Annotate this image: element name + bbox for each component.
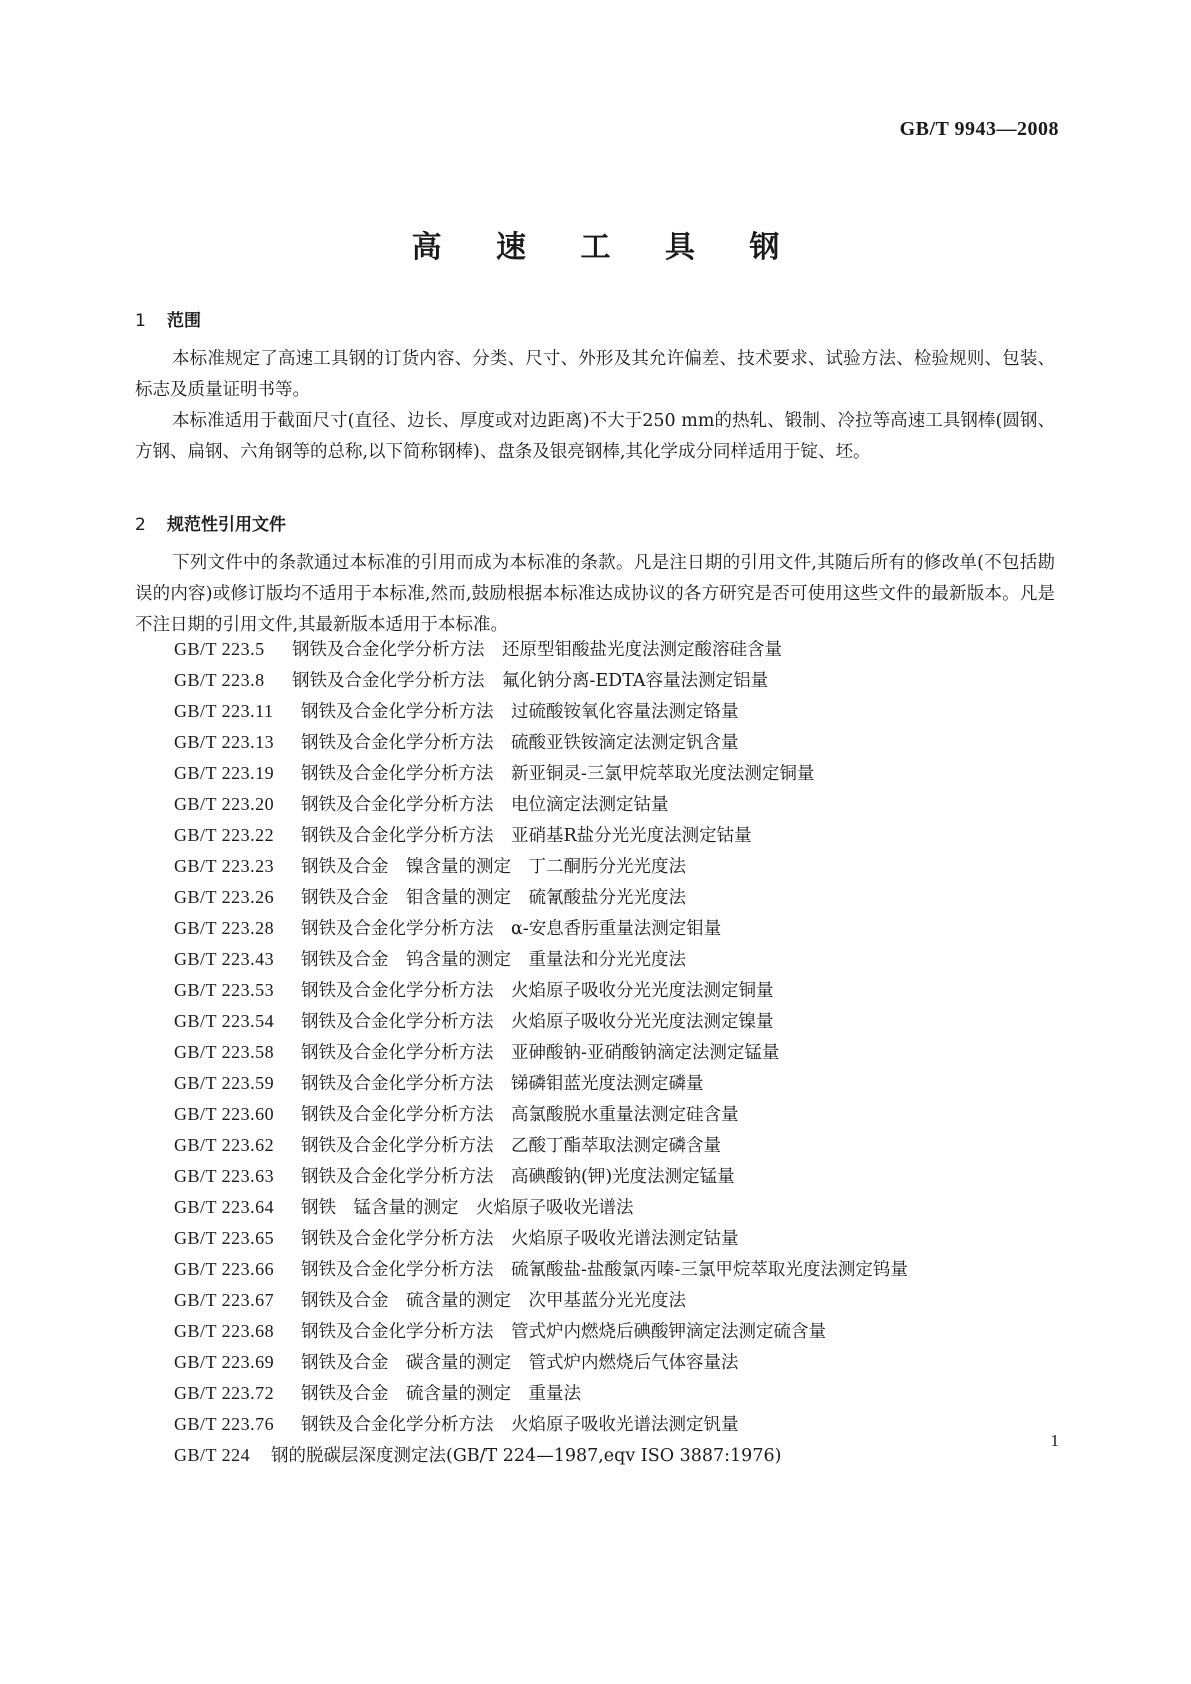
reference-title: 钢铁及合金 钼含量的测定 硫氰酸盐分光光度法: [301, 888, 686, 908]
reference-code: GB/T 223.66: [174, 1259, 275, 1279]
reference-code: GB/T 223.20: [174, 794, 275, 814]
reference-code: GB/T 223.63: [174, 1166, 275, 1186]
section-1-heading: [135, 306, 201, 331]
reference-code: GB/T 223.69: [174, 1352, 275, 1372]
reference-title: 钢铁及合金 碳含量的测定 管式炉内燃烧后气体容量法: [301, 1353, 739, 1373]
reference-item: [174, 882, 908, 913]
reference-code: GB/T 223.26: [174, 887, 275, 907]
document-title: 高 速 工 具 钢: [411, 230, 802, 265]
reference-item: [174, 634, 908, 665]
section-1-paragraph-2: 本标准适用于截面尺寸(直径、边长、厚度或对边距离)不大于250 mm的热轧、锻制、冷拉等高速工具钢棒(圆钢、方钢、扁钢、六角钢等的总称,以下简称钢棒)、盘条及银亮钢棒,其化学成分同样适用于锭、坯。: [135, 411, 1055, 462]
reference-code: GB/T 223.68: [174, 1321, 275, 1341]
reference-title: 钢铁及合金化学分析方法 火焰原子吸收分光光度法测定铜量: [301, 981, 774, 1001]
reference-code: GB/T 223.13: [174, 732, 275, 752]
reference-code: GB/T 223.65: [174, 1228, 275, 1248]
normative-references-list: [174, 634, 908, 1471]
reference-code: GB/T 224: [174, 1445, 251, 1465]
reference-item: [174, 727, 908, 758]
reference-code: GB/T 223.11: [174, 701, 274, 721]
reference-title: 钢铁及合金化学分析方法 硫氰酸盐-盐酸氯丙嗪-三氯甲烷萃取光度法测定钨量: [301, 1260, 908, 1280]
reference-title: 钢铁及合金化学分析方法 高氯酸脱水重量法测定硅含量: [301, 1105, 739, 1125]
reference-code: GB/T 223.28: [174, 918, 275, 938]
reference-code: GB/T 223.54: [174, 1011, 275, 1031]
reference-code: GB/T 223.62: [174, 1135, 275, 1155]
reference-title: 钢铁及合金化学分析方法 亚硝基R盐分光光度法测定钴量: [301, 826, 752, 846]
reference-title: 钢铁及合金化学分析方法 乙酸丁酯萃取法测定磷含量: [301, 1136, 721, 1156]
reference-title: 钢铁及合金化学分析方法 火焰原子吸收光谱法测定钴量: [301, 1229, 739, 1249]
reference-code: GB/T 223.53: [174, 980, 275, 1000]
reference-item: [174, 1347, 908, 1378]
reference-code: GB/T 223.43: [174, 949, 275, 969]
reference-title: 钢铁及合金化学分析方法 管式炉内燃烧后碘酸钾滴定法测定硫含量: [301, 1322, 826, 1342]
reference-title: 钢铁及合金化学分析方法 电位滴定法测定钴量: [301, 795, 669, 815]
reference-item: [174, 1006, 908, 1037]
reference-code: GB/T 223.19: [174, 763, 275, 783]
reference-item: [174, 1378, 908, 1409]
reference-item: [174, 1068, 908, 1099]
reference-title: 钢铁及合金化学分析方法 火焰原子吸收光谱法测定钒量: [301, 1415, 739, 1435]
reference-title: 钢铁及合金化学分析方法 锑磷钼蓝光度法测定磷量: [301, 1074, 704, 1094]
reference-title: 钢铁及合金 硫含量的测定 次甲基蓝分光光度法: [301, 1291, 686, 1311]
reference-title: 钢铁 锰含量的测定 火焰原子吸收光谱法: [301, 1198, 634, 1218]
section-title: 范围: [167, 311, 201, 331]
reference-title: 钢铁及合金 硫含量的测定 重量法: [301, 1384, 581, 1404]
reference-code: GB/T 223.67: [174, 1290, 275, 1310]
reference-title: 钢铁及合金化学分析方法 过硫酸铵氧化容量法测定铬量: [301, 702, 739, 722]
reference-title: 钢铁及合金化学分析方法 还原型钼酸盐光度法测定酸溶硅含量: [292, 640, 782, 660]
reference-title: 钢铁及合金化学分析方法 高碘酸钠(钾)光度法测定锰量: [301, 1167, 735, 1187]
section-number: 1: [135, 311, 146, 331]
section-2-paragraph-1: 下列文件中的条款通过本标准的引用而成为本标准的条款。凡是注日期的引用文件,其随后所有的修改单(不包括勘误的内容)或修订版均不适用于本标准,然而,鼓励根据本标准达成协议的各方研究是否可使用这些文件的最新版本。凡是不注日期的引用文件,其最新版本适用于本标准。: [135, 553, 1055, 635]
reference-code: GB/T 223.72: [174, 1383, 275, 1403]
reference-title: 钢铁及合金化学分析方法 氟化钠分离-EDTA容量法测定铝量: [292, 671, 769, 691]
reference-code: GB/T 223.59: [174, 1073, 275, 1093]
reference-item: [174, 665, 908, 696]
reference-item: [174, 789, 908, 820]
reference-item: [174, 1161, 908, 1192]
reference-item: [174, 1223, 908, 1254]
standard-code: GB/T 9943—2008: [899, 118, 1059, 140]
reference-item: [174, 944, 908, 975]
section-number: 2: [135, 515, 146, 535]
reference-item: [174, 1316, 908, 1347]
page-number: 1: [1050, 1431, 1059, 1450]
reference-code: GB/T 223.8: [174, 670, 265, 690]
reference-title: 钢的脱碳层深度测定法(GB/T 224—1987,eqv ISO 3887:1976): [271, 1446, 782, 1466]
reference-item: [174, 1285, 908, 1316]
reference-code: GB/T 223.64: [174, 1197, 275, 1217]
reference-code: GB/T 223.5: [174, 639, 265, 659]
reference-item: [174, 1130, 908, 1161]
reference-code: GB/T 223.22: [174, 825, 275, 845]
reference-item: [174, 975, 908, 1006]
reference-item: [174, 1192, 908, 1223]
reference-title: 钢铁及合金 钨含量的测定 重量法和分光光度法: [301, 950, 686, 970]
reference-item: [174, 820, 908, 851]
reference-item: [174, 696, 908, 727]
reference-item: [174, 851, 908, 882]
reference-item: [174, 1440, 908, 1471]
reference-title: 钢铁及合金化学分析方法 火焰原子吸收分光光度法测定镍量: [301, 1012, 774, 1032]
reference-title: 钢铁及合金化学分析方法 新亚铜灵-三氯甲烷萃取光度法测定铜量: [301, 764, 815, 784]
reference-title: 钢铁及合金化学分析方法 亚砷酸钠-亚硝酸钠滴定法测定锰量: [301, 1043, 780, 1063]
reference-code: GB/T 223.23: [174, 856, 275, 876]
reference-item: [174, 1409, 908, 1440]
reference-item: [174, 758, 908, 789]
reference-code: GB/T 223.60: [174, 1104, 275, 1124]
reference-code: GB/T 223.58: [174, 1042, 275, 1062]
reference-code: GB/T 223.76: [174, 1414, 275, 1434]
reference-title: 钢铁及合金化学分析方法 α-安息香肟重量法测定钼量: [301, 919, 722, 939]
section-1-paragraph-1: 本标准规定了高速工具钢的订货内容、分类、尺寸、外形及其允许偏差、技术要求、试验方法、检验规则、包装、标志及质量证明书等。: [135, 349, 1055, 400]
reference-item: [174, 1099, 908, 1130]
section-2-heading: [135, 510, 286, 535]
reference-item: [174, 913, 908, 944]
reference-title: 钢铁及合金化学分析方法 硫酸亚铁铵滴定法测定钒含量: [301, 733, 739, 753]
reference-item: [174, 1254, 908, 1285]
reference-item: [174, 1037, 908, 1068]
reference-title: 钢铁及合金 镍含量的测定 丁二酮肟分光光度法: [301, 857, 686, 877]
section-title: 规范性引用文件: [167, 515, 286, 535]
